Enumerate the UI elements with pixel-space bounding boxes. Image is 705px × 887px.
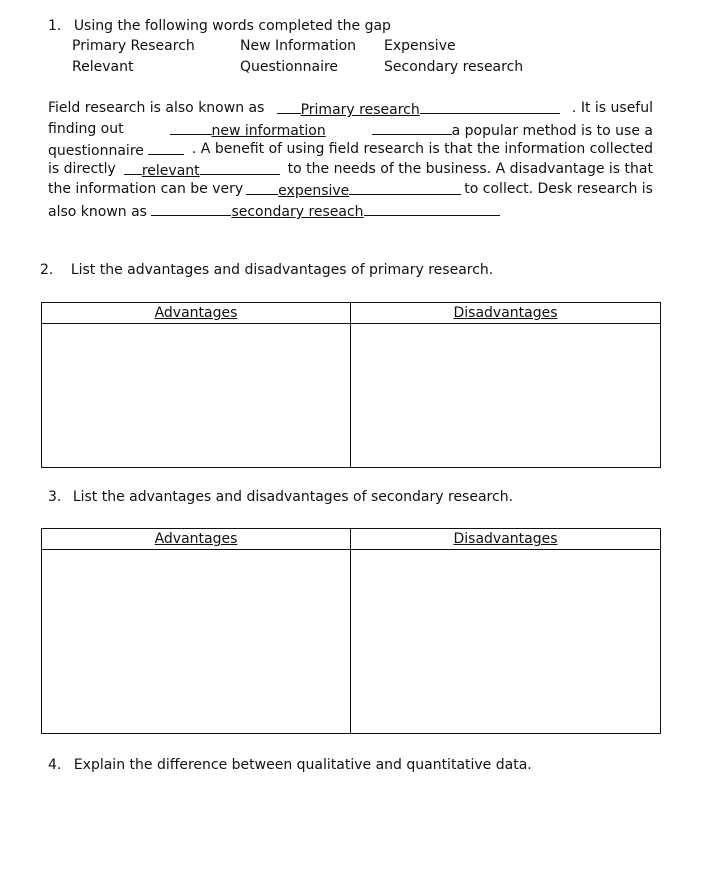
filled-gap[interactable]: secondary reseach <box>151 204 499 220</box>
q3-number: 3. <box>48 489 62 505</box>
q3-prompt: List the advantages and disadvantages of secondary research. <box>72 489 514 505</box>
paragraph-line-6 <box>48 200 500 220</box>
advantages-cell[interactable] <box>42 550 351 734</box>
q1-prompt: Using the following words completed the gap <box>73 18 391 34</box>
filled-gap[interactable]: a popular method is to use a <box>372 119 653 141</box>
word-bank-item: Expensive <box>384 38 456 54</box>
q3-heading <box>48 489 513 505</box>
secondary-research-table <box>41 528 661 734</box>
word-bank-item: Primary Research <box>72 38 195 54</box>
paragraph-text: the information can be very <box>48 181 244 197</box>
paragraph-line-1 <box>48 98 653 120</box>
paragraph-text: . A benefit of using field research is that the information collected <box>191 141 653 157</box>
paragraph-text: is directly <box>48 161 116 177</box>
advantages-header: Advantages <box>42 303 351 324</box>
paragraph-text: finding out <box>48 121 124 137</box>
disadvantages-header: Disadvantages <box>351 303 661 324</box>
disadvantages-cell[interactable] <box>351 324 661 468</box>
paragraph-text: also known as <box>48 204 147 220</box>
word-bank-item: New Information <box>240 38 357 54</box>
paragraph-line-5 <box>48 179 653 201</box>
paragraph-text: questionnaire <box>48 139 184 161</box>
q2-heading <box>40 262 493 278</box>
q4-number: 4. <box>48 757 62 773</box>
q1-number: 1. <box>48 18 62 34</box>
paragraph-line-3 <box>48 139 653 161</box>
paragraph-line-2 <box>48 119 653 141</box>
disadvantages-cell[interactable] <box>351 550 661 734</box>
primary-research-table <box>41 302 661 468</box>
filled-gap[interactable]: expensive <box>246 179 461 201</box>
q1-heading <box>48 18 391 34</box>
paragraph-text: Field research is also known as <box>48 100 265 116</box>
word-bank-item: Relevant <box>72 59 134 75</box>
paragraph-line-4 <box>48 159 653 181</box>
paragraph-text: to the needs of the business. A disadvantage is that <box>287 161 653 177</box>
filled-gap[interactable]: new information <box>170 119 326 141</box>
paragraph-text: to collect. Desk research is <box>464 181 653 197</box>
q2-number: 2. <box>40 262 54 278</box>
q4-heading <box>48 757 532 773</box>
word-bank-item: Secondary research <box>384 59 524 75</box>
word-bank-item: Questionnaire <box>240 59 339 75</box>
filled-gap[interactable]: relevant <box>124 159 280 181</box>
advantages-cell[interactable] <box>42 324 351 468</box>
disadvantages-header: Disadvantages <box>351 529 661 550</box>
q4-prompt: Explain the difference between qualitative and quantitative data. <box>73 757 532 773</box>
advantages-header: Advantages <box>42 529 351 550</box>
paragraph-text: . It is useful <box>571 100 653 116</box>
filled-gap[interactable]: Primary research <box>277 98 560 120</box>
q2-prompt: List the advantages and disadvantages of primary research. <box>70 262 494 278</box>
